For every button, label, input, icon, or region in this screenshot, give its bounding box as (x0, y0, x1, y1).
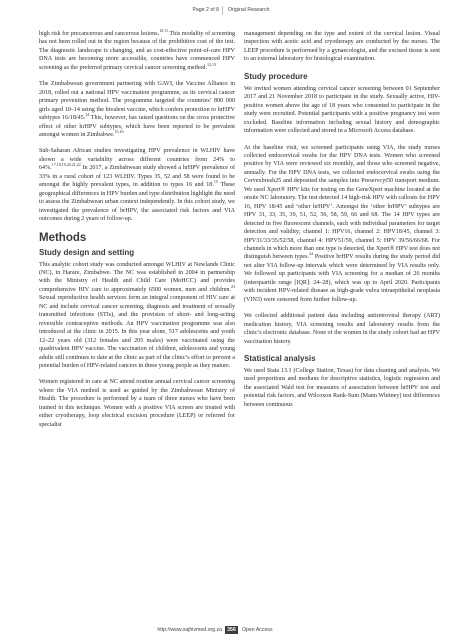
journal-url-link[interactable]: http://www.sajhivmed.org.za (157, 627, 222, 633)
paragraph: The Zimbabwean government partnering with GAVI, the Vaccine Alliance in 2018, rolled out a national HPV vaccination programme, as its cervical cancer primary prevention method. The programme targeted the countries’ 800 000 girls aged 10–14 using the bivalent vaccine, which confers protection to hrHPV subtypes 16/18/45.14 This, however, has raised questions on the cross protective effect of other hrHPV subtypes, which have been reported to be prevalent amongst women in Zimbabwe.$^{15,16}$ (39, 81, 236, 138)
paragraph: We invited women attending cervical cancer screening between 01 September 2017 and 21 November 2018 to participate in the study. Sexually active, HIV-positive women above the age of 18 years who consented to participate in the study were recruited. Potential participants with a positive pregnancy test were excluded. Baseline information including sexual history and demographic information were collected and stored in a Microsoft Access database. (244, 85, 440, 135)
paragraph: We collected additional patient data including antiretroviral therapy (ART) medication history, VIA screening results and laboratory results from the clinic’s electronic database. None of the women in the study cohort had an HPV vaccination history. (244, 313, 440, 345)
subsection-heading-study-procedure: Study procedure (244, 71, 308, 81)
paragraph: Sub-Saharan African studies investigating HPV prevalence in WLHIV have shown a wide variability across different countries from 24% to 64%.$^{17,18,19,20,21,22}$ In 2017, a Zimbabwean study showed a hrHPV prevalence of 33% in a rural cohort of 123 WLHIV. Types 35, 52 and 58 were found to be amongst the highly prevalent types, in addition to types 16 and 18.15 These geographical differences in HPV burden and type distribution highlight the need to assess the Zimbabwean urban context independently. In this cohort study, we investigated the prevalence of hrHPV, the associated risk factors and VIA outcomes during 2 years of follow-up. (39, 148, 235, 223)
paragraph: high risk for precancerous and cancerous lesions.$^{10,11}$ This modality of screening has not been rolled out in the region because of the prohibitive cost of the test. The diagnostic landscape is changing, and as cost-effective point-of-care HPV DNA tests are becoming more accessible, countries have commenced HPV screening as the preferred primary cervical cancer screening method.$^{12,13}$ (39, 27, 235, 71)
right-column (244, 30, 440, 417)
journal-page-number: 356 (225, 626, 238, 634)
left-column (39, 27, 236, 437)
section-heading-methods: Methods (39, 231, 87, 244)
open-access-label: Open Access (242, 627, 273, 633)
subsection-heading-statistical-analysis: Statistical analysis (244, 353, 316, 363)
article-type-label: Original Research (228, 7, 270, 13)
subsection-heading-study-design: Study design and setting (39, 247, 135, 257)
paragraph: Women registered in care at NC attend routine annual cervical cancer screening where the VIA method is used as guided by the Zimbabwean Ministry of Health. The procedure is performed by a team of three nurses who have been trained in this technique. Women with a positive VIA screen are treated with either cryotherapy, loop electrical excision procedure (LEEP) or referred for specialist (39, 379, 235, 428)
header-divider (222, 6, 223, 15)
paragraph: management depending on the type and extent of the cervical lesion. Visual inspection with acetic acid and cryotherapy are conducted by the nurses. The LEEP procedure is performed by a gynaecologist, and the excised tissue is sent to an external laboratory for histological examination. (244, 31, 440, 63)
page-footer (0, 626, 453, 636)
paragraph: At the baseline visit, we screened participants using VIA, the study nurses collected endocervical swabs for the HPV DNA tests. Women who screened positive by VIA were reviewed six monthly, and those who screened negative, annually. For the HPV DNA tests, we collected endocervical swabs using the Cervexbrush25 and deposited the samples into Preservcyt50 transport medium. We used Xpert® HPV kits for testing on the GeneXpert machine located at the onsite NC laboratory. The test detected 14 high-risk HPV with callouts for HPV 16, HPV 18/45 and ‘other hrHPV’. Amongst the ‘other hrHPV’ subtypes are HPV 31, 33, 35, 39, 51, 52, 56, 58, 59, 66 and 68. The 14 HPV types are detected in five fluorescent channels, each with individual parameters for target detection and validity; channel 1: HPV16, channel 2: HPV18/45, channel 3: HPV31/33/35/52/58, channel 4: HPV51/59, channel 5: HPV 39/56/66/68. For channels in which more than one type is detected, the Xpert® HPV test does not distinguish between types.$^{24}$ Positive hrHPV results during the study period did not alter VIA follow-up intervals which were determined by VIA results only. We followed up participants with VIA screening for a median of 26 months (interquartile range [IQR]: 24–28), which was up to April 2020. Participants with incident HPV-related disease as high-grade vulva intraepithelial neoplasia (VIN3) were censored from further follow-up. (244, 144, 440, 303)
paragraph: This analytic cohort study was conducted amongst WLHIV at Newlands Clinic (NC), in Harare, Zimbabwe. The NC was established in 2004 in partnership with the Ministry of Health and Child Care (MoHCC) and provides comprehensive HIV care to approximately 6500 women, men and children.$^{23}$ Sexual reproductive health services form an integral component of HIV care at NC and include cervical cancer screening, diagnosis and treatment of sexually transmitted infections (STIs), and the provision of short- and long-acting reversible contraceptive methods. An HPV vaccination programme was also introduced at the clinic in 2015. In this year alone, 517 adolescents and youth 12–22 years old (312 females and 205 males) were vaccinated using the quadrivalent HPV vaccine. The vaccination of children, adolescents and young adults still continues to date at the clinic as part of the clinic’s effort to prevent a potential burden of HPV-related cancers in these young people as they mature. (39, 261, 235, 369)
page-number-label: Page 2 of 8 (192, 7, 219, 13)
paragraph: We used Stata 13.1 (College Station, Texas) for data cleaning and analysis. We used proportions and medians for descriptive statistics, logistic regression and the associated Wald test for measures of association between hrHPV test and potential risk factors, and Wilcoxon Rank-Sum (Mann Whitney) test differences between continuous (244, 367, 440, 408)
page-header (0, 6, 453, 18)
